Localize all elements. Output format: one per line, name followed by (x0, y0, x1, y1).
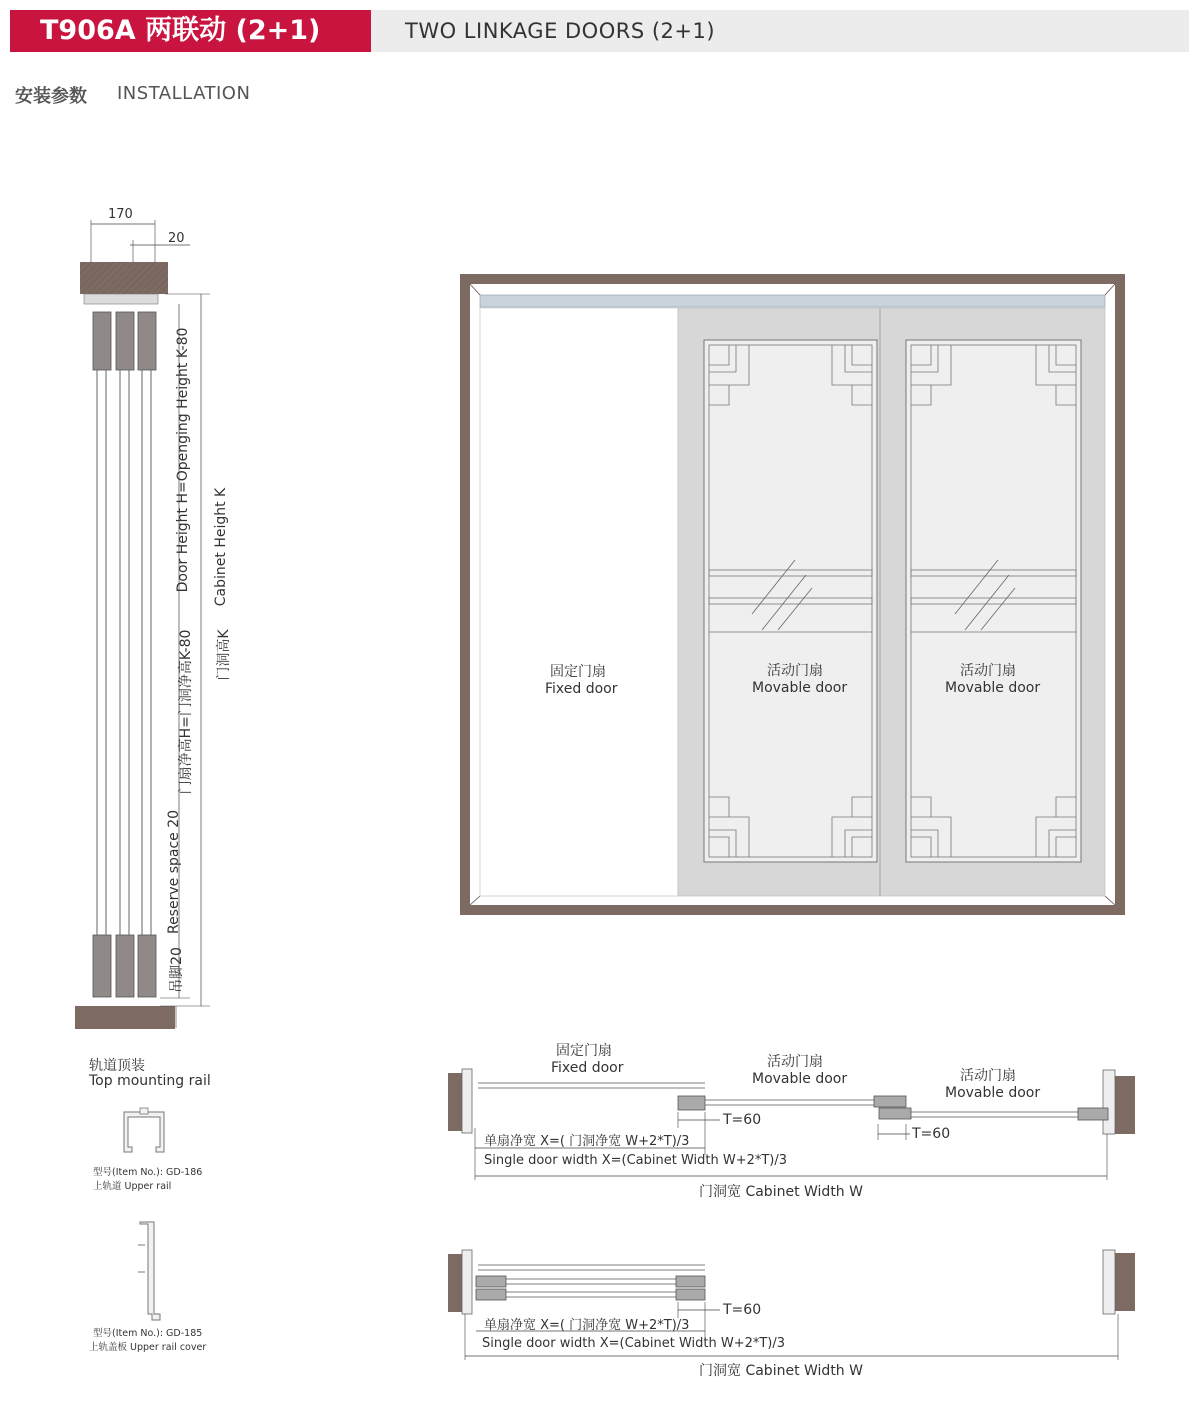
page-subtitle: TWO LINKAGE DOORS (2+1) (405, 19, 716, 43)
cabinet-height-en-label: Cabinet Height K (213, 487, 229, 607)
reserve-space-label: Reserve space 20 (166, 809, 182, 935)
plan-movable-1-cn: 活动门扇 (767, 1054, 823, 1070)
page-title: T906A 两联动 (2+1) (40, 15, 321, 46)
plan-movable-2-cn: 活动门扇 (960, 1068, 1016, 1084)
floor-block (75, 1006, 175, 1029)
movable-door-1-cn: 活动门扇 (767, 663, 823, 679)
plan-open-single-cn: 单扇净宽 X=( 门洞净宽 W+2*T)/3 (484, 1134, 690, 1149)
movable-door-1-en: Movable door (752, 680, 848, 696)
movable-door-2-cn: 活动门扇 (960, 663, 1016, 679)
plan-closed-single-en: Single door width X=(Cabinet Width W+2*T)/3 (482, 1336, 786, 1351)
movable-door-2-en: Movable door (945, 680, 1041, 696)
plan-open-t2: T=60 (912, 1126, 951, 1142)
movable-door-2 (906, 340, 1081, 862)
plan-open-cabinet: 门洞宽 Cabinet Width W (699, 1184, 863, 1200)
cabinet-height-cn-label: 门洞高K (216, 629, 232, 681)
cover-item: 型号(Item No.): GD-185 (93, 1328, 203, 1339)
plan-open-single-en: Single door width X=(Cabinet Width W+2*T)/3 (484, 1153, 788, 1168)
top-rail-cn: 轨道顶装 (89, 1058, 145, 1074)
door-height-cn-label: 门扇净高H=门洞净高K-80 (178, 629, 194, 795)
plan-fixed-en: Fixed door (551, 1060, 624, 1076)
plan-fixed-cn: 固定门扇 (556, 1043, 612, 1059)
plan-closed-single-cn: 单扇净宽 X=( 门洞净宽 W+2*T)/3 (484, 1318, 690, 1333)
upper-rail-cover-profile (138, 1222, 160, 1320)
foot-label: 吊脚20 (169, 947, 185, 993)
plan-movable-1-en: Movable door (752, 1071, 848, 1087)
fixed-door-en: Fixed door (545, 681, 618, 697)
cover-name: 上轨盖板 Upper rail cover (89, 1342, 207, 1353)
dim-170-label: 170 (108, 207, 133, 222)
plan-closed-cabinet: 门洞宽 Cabinet Width W (699, 1363, 863, 1379)
upper-rail-name: 上轨道 Upper rail (93, 1181, 172, 1192)
section-title-cn: 安装参数 (15, 86, 87, 107)
upper-rail-profile (124, 1108, 164, 1152)
dim-20-label: 20 (168, 231, 185, 246)
fixed-door-cn: 固定门扇 (550, 664, 606, 680)
plan-movable-2-en: Movable door (945, 1085, 1041, 1101)
upper-rail-item: 型号(Item No.): GD-186 (93, 1167, 203, 1178)
top-rail-en: Top mounting rail (89, 1073, 211, 1089)
fixed-door (480, 308, 678, 896)
section-title-en: INSTALLATION (117, 83, 251, 104)
plan-closed-t1: T=60 (723, 1302, 762, 1318)
plan-open-t1: T=60 (723, 1112, 762, 1128)
movable-door-1 (704, 340, 877, 862)
door-height-en-label: Door Height H=Openging Height K-80 (175, 327, 191, 593)
